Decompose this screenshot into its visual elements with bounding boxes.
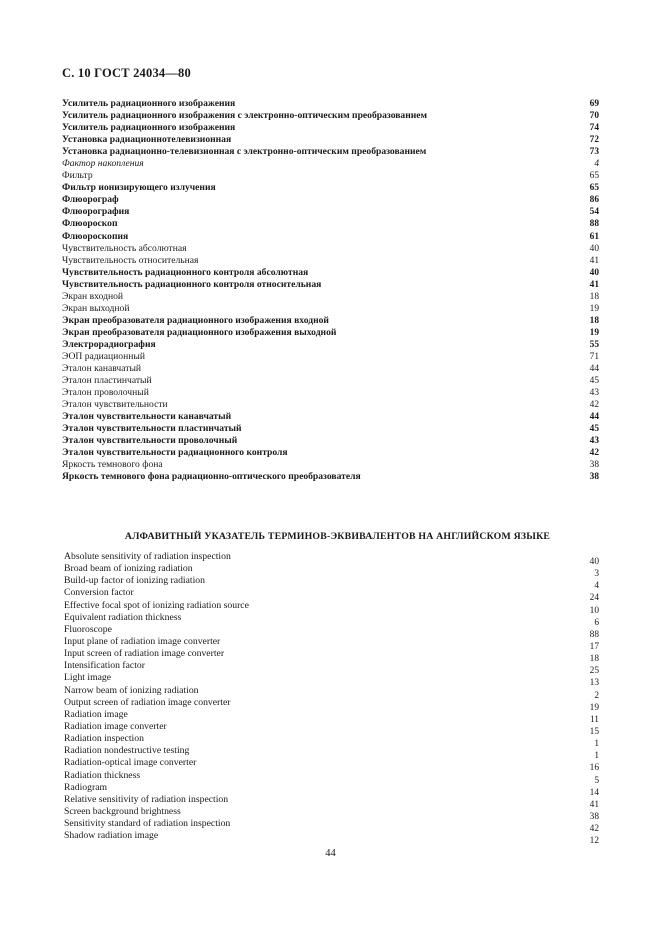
index-page-number: 14 xyxy=(589,787,599,798)
index-term: Input screen of radiation image converter xyxy=(64,648,225,660)
index-page-number: 61 xyxy=(589,231,599,242)
english-index-entry xyxy=(64,793,599,810)
english-index-entry xyxy=(64,684,599,701)
russian-index-entry xyxy=(62,339,599,351)
russian-index-entry xyxy=(62,146,599,158)
index-term: Усилитель радиационного изображения xyxy=(62,122,236,134)
index-term: Экран выходной xyxy=(62,302,130,314)
index-page-number: 38 xyxy=(589,811,599,822)
index-term: Light image xyxy=(64,672,112,684)
russian-index-entry xyxy=(62,411,599,423)
index-page-number: 44 xyxy=(589,412,599,423)
index-term: Radiation image converter xyxy=(64,720,167,732)
russian-index-entry xyxy=(62,255,599,267)
english-index-entry xyxy=(64,660,599,677)
index-term: Эталон чувствительности проволочный xyxy=(62,435,238,447)
index-page-number: 18 xyxy=(589,315,599,326)
index-term: Фильтр xyxy=(62,170,93,182)
index-page-number: 25 xyxy=(589,666,599,677)
russian-index-entry xyxy=(62,182,599,194)
index-term: Установка радиационно-телевизионная с электронно-оптическим преобразованием xyxy=(62,146,427,158)
index-term: Эталон чувствительности пластинчатый xyxy=(62,423,242,435)
russian-index-entry xyxy=(62,279,599,291)
english-index-entry xyxy=(64,563,599,580)
english-index-entry xyxy=(64,757,599,774)
english-index-entry xyxy=(64,696,599,713)
index-page-number: 73 xyxy=(589,147,599,158)
russian-index-entry xyxy=(62,423,599,435)
index-term: Radiogram xyxy=(64,781,108,793)
russian-index-entry xyxy=(62,134,599,146)
russian-index-entry xyxy=(62,363,599,375)
russian-index-entry xyxy=(62,110,599,122)
russian-index-entry xyxy=(62,243,599,255)
index-page-number: 19 xyxy=(589,702,599,713)
index-page-number: 1 xyxy=(594,739,599,750)
index-page-number: 2 xyxy=(594,690,599,701)
english-index-entry xyxy=(64,611,599,628)
index-term: Усилитель радиационного изображения xyxy=(62,98,236,109)
index-term: Флюорография xyxy=(62,206,130,218)
index-term: Effective focal spot of ionizing radiation source xyxy=(64,599,249,611)
page-number-text: 44 xyxy=(325,848,336,859)
index-term: Radiation image xyxy=(64,708,128,720)
index-page-number: 55 xyxy=(589,339,599,350)
english-index-entry xyxy=(64,623,599,640)
index-term: Fluoroscope xyxy=(64,623,112,635)
russian-index-entry xyxy=(62,447,599,459)
index-term: Эталон проволочный xyxy=(62,387,149,399)
index-term: Shadow radiation image xyxy=(64,830,159,842)
index-page-number: 1 xyxy=(594,751,599,762)
index-term: Чувствительность радиационного контроля абсолютная xyxy=(62,266,309,278)
index-term: Screen background brightness xyxy=(64,805,181,817)
index-page-number: 40 xyxy=(589,243,599,254)
index-page-number: 41 xyxy=(589,255,599,266)
russian-index-entry xyxy=(62,303,599,315)
index-page-number: 5 xyxy=(594,775,599,786)
index-page-number: 10 xyxy=(589,605,599,616)
index-term: Усилитель радиационного изображения с электронно-оптическим преобразованием xyxy=(62,110,428,122)
index-page-number: 88 xyxy=(589,219,599,230)
index-page-number: 18 xyxy=(589,291,599,302)
index-page-number: 42 xyxy=(589,824,599,835)
index-term: Экран преобразователя радиационного изображения входной xyxy=(62,314,329,326)
russian-index-entry xyxy=(62,122,599,134)
index-term: Эталон канавчатый xyxy=(62,363,142,375)
index-term: Флюороскоп xyxy=(62,218,118,230)
index-term: Conversion factor xyxy=(64,587,134,599)
index-term: Sensitivity standard of radiation inspection xyxy=(64,818,231,830)
russian-index-entry xyxy=(62,471,599,483)
index-term: Яркость темнового фона радиационно-оптического преобразователя xyxy=(62,471,361,483)
russian-index-entry xyxy=(62,327,599,339)
index-term: Флюороскопия xyxy=(62,230,129,242)
index-term: Установка радиационнотелевизионная xyxy=(62,134,232,146)
index-page-number: 40 xyxy=(589,557,599,567)
english-index-entry xyxy=(64,818,599,835)
russian-index-entry xyxy=(62,98,599,110)
russian-index-entry xyxy=(62,267,599,279)
index-term: Radiation-optical image converter xyxy=(64,757,197,769)
index-term: Radiation nondestructive testing xyxy=(64,745,190,757)
index-page-number: 65 xyxy=(589,183,599,194)
index-page-number: 13 xyxy=(589,678,599,689)
index-term: Output screen of radiation image converter xyxy=(64,696,231,708)
index-page-number: 4 xyxy=(594,581,599,592)
index-page-number: 19 xyxy=(589,327,599,338)
index-page-number: 70 xyxy=(589,111,599,122)
english-index-entry xyxy=(64,587,599,604)
index-term: Фактор накопления xyxy=(62,158,144,170)
english-index-entry xyxy=(64,708,599,725)
english-index-entry xyxy=(64,575,599,592)
index-page-number: 42 xyxy=(589,400,599,411)
index-page-number: 71 xyxy=(589,351,599,362)
index-term: Флюорограф xyxy=(62,194,119,206)
index-page-number: 6 xyxy=(594,617,599,628)
index-term: Radiation inspection xyxy=(64,733,144,745)
english-index-entry xyxy=(64,733,599,750)
index-page-number: 18 xyxy=(589,654,599,665)
index-page-number: 41 xyxy=(589,799,599,810)
russian-index-entry xyxy=(62,291,599,303)
index-page-number: 65 xyxy=(589,171,599,182)
page-number xyxy=(0,848,661,859)
index-page-number: 17 xyxy=(589,641,599,652)
russian-index-entry xyxy=(62,170,599,182)
index-term: Relative sensitivity of radiation inspection xyxy=(64,793,229,805)
index-page-number: 15 xyxy=(589,726,599,737)
index-term: Яркость темнового фона xyxy=(62,459,163,471)
index-page-number: 40 xyxy=(589,267,599,278)
index-term: Input plane of radiation image converter xyxy=(64,635,221,647)
english-term-index xyxy=(64,551,599,847)
index-term: Эталон чувствительности xyxy=(62,399,168,411)
russian-index-entry xyxy=(62,158,599,170)
russian-index-entry xyxy=(62,231,599,243)
russian-index-entry xyxy=(62,435,599,447)
page-header: С. 10 ГОСТ 24034—80 xyxy=(62,66,191,80)
index-page-number: 12 xyxy=(589,836,599,847)
russian-index-entry xyxy=(62,206,599,218)
index-term: Эталон чувствительности радиационного контроля xyxy=(62,447,288,459)
index-page-number: 42 xyxy=(589,448,599,459)
index-page-number: 24 xyxy=(589,593,599,604)
english-index-entry xyxy=(64,599,599,616)
english-index-entry xyxy=(64,781,599,798)
index-term: Эталон чувствительности канавчатый xyxy=(62,411,232,423)
russian-index-entry xyxy=(62,351,599,363)
index-term: Intensification factor xyxy=(64,660,145,672)
index-term: Фильтр ионизирующего излучения xyxy=(62,182,216,194)
english-index-title xyxy=(0,531,661,542)
english-index-entry xyxy=(64,769,599,786)
russian-index-entry xyxy=(62,315,599,327)
index-page-number: 16 xyxy=(589,763,599,774)
index-term: Build-up factor of ionizing radiation xyxy=(64,575,205,587)
russian-index-entry xyxy=(62,194,599,206)
russian-index-entry xyxy=(62,375,599,387)
english-index-entry xyxy=(64,805,599,822)
russian-index-entry xyxy=(62,218,599,230)
index-term: Эталон пластинчатый xyxy=(62,375,152,387)
index-term: Broad beam of ionizing radiation xyxy=(64,563,193,575)
english-index-entry xyxy=(64,635,599,652)
index-term: Экран преобразователя радиационного изображения выходной xyxy=(62,326,337,338)
index-page-number: 86 xyxy=(589,195,599,206)
english-index-entry xyxy=(64,745,599,762)
index-term: Чувствительность радиационного контроля относительная xyxy=(62,278,322,290)
english-index-entry xyxy=(64,672,599,689)
index-page-number: 69 xyxy=(589,99,599,109)
index-page-number: 45 xyxy=(589,376,599,387)
index-page-number: 4 xyxy=(594,159,599,170)
index-page-number: 43 xyxy=(589,436,599,447)
english-index-entry xyxy=(64,830,599,847)
index-term: Чувствительность относительная xyxy=(62,254,199,266)
index-term: Экран входной xyxy=(62,290,124,302)
index-page-number: 74 xyxy=(589,123,599,134)
english-index-title-text: АЛФАВИТНЫЙ УКАЗАТЕЛЬ ТЕРМИНОВ-ЭКВИВАЛЕНТОВ НА АНГЛИЙСКОМ ЯЗЫКЕ xyxy=(124,531,551,542)
russian-term-index xyxy=(62,98,599,484)
russian-index-entry xyxy=(62,459,599,471)
index-page-number: 41 xyxy=(589,279,599,290)
index-term: Absolute sensitivity of radiation inspection xyxy=(64,551,231,562)
index-page-number: 45 xyxy=(589,424,599,435)
index-page-number: 38 xyxy=(589,460,599,471)
index-page-number: 38 xyxy=(589,472,599,483)
index-term: Narrow beam of ionizing radiation xyxy=(64,684,199,696)
russian-index-entry xyxy=(62,387,599,399)
index-term: ЭОП радиационный xyxy=(62,350,145,362)
index-page-number: 11 xyxy=(589,714,599,725)
index-page-number: 43 xyxy=(589,388,599,399)
english-index-entry xyxy=(64,720,599,737)
index-term: Чувствительность абсолютная xyxy=(62,242,187,254)
index-page-number: 44 xyxy=(589,364,599,375)
english-index-entry xyxy=(64,551,599,567)
index-page-number: 3 xyxy=(594,569,599,580)
index-page-number: 54 xyxy=(589,207,599,218)
index-term: Radiation thickness xyxy=(64,769,141,781)
index-page-number: 72 xyxy=(589,135,599,146)
index-term: Электрорадиография xyxy=(62,338,156,350)
index-page-number: 88 xyxy=(589,629,599,640)
russian-index-entry xyxy=(62,399,599,411)
index-page-number: 19 xyxy=(589,303,599,314)
english-index-entry xyxy=(64,648,599,665)
index-term: Equivalent radiation thickness xyxy=(64,611,182,623)
